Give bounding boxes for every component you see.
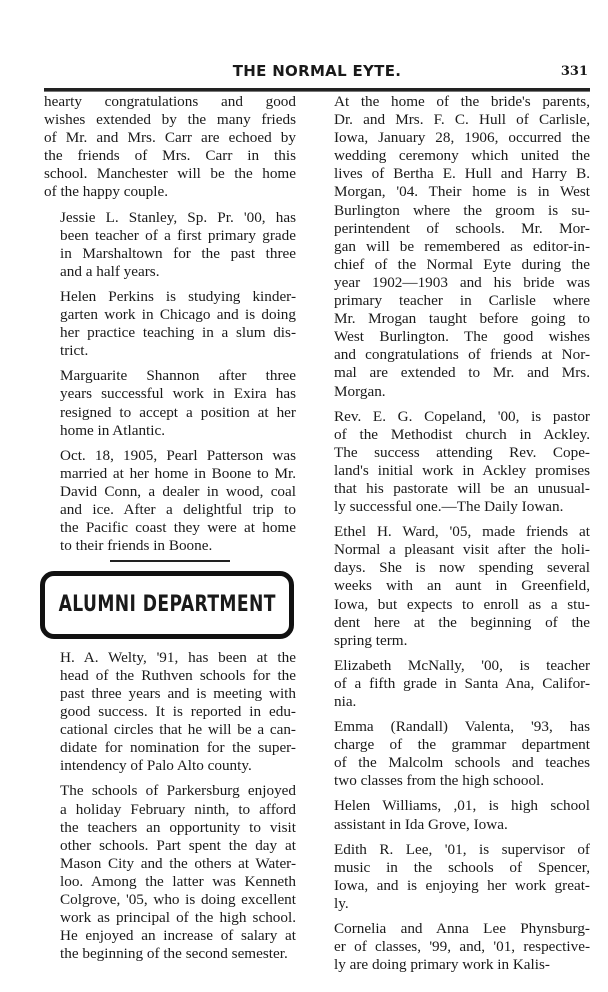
text-line: of the happy couple.	[44, 183, 168, 201]
text-line: perintendent of schools. Mr. Mor-	[334, 219, 590, 237]
paragraph	[44, 209, 296, 281]
text-line: Morgan, '04. Their home is in West	[334, 183, 590, 201]
text-line: Oct. 18, 1905, Pearl Patterson was	[60, 446, 296, 464]
text-line: home in Atlantic.	[60, 421, 166, 439]
text-line: past three years and is meeting with	[60, 684, 296, 702]
text-line: chief of the Normal Eyte during the	[334, 255, 590, 273]
text-line: of the Malcolm schools and teaches	[334, 754, 590, 772]
page-number: 331	[560, 64, 588, 79]
text-line: The success attending Rev. Cope-	[334, 443, 590, 461]
text-line: Elizabeth McNally, '00, is teacher	[334, 656, 590, 674]
text-line: Ethel H. Ward, '05, made friends at	[334, 523, 590, 541]
text-line: charge of the grammar department	[334, 736, 590, 754]
text-line: year 1902—1903 and his bride was	[334, 273, 590, 291]
text-line: the Pacific coast they were at home	[60, 519, 296, 537]
text-line: the beginning of the second semester.	[60, 945, 288, 963]
text-line: Mason City and the others at Water-	[60, 854, 296, 872]
text-line: that his pastorate will be an unusual-	[334, 479, 590, 497]
paragraph	[318, 718, 590, 790]
paragraph	[44, 447, 296, 556]
text-line: Helen Perkins is studying kinder-	[60, 287, 296, 305]
text-line: H. A. Welty, '91, has been at the	[60, 648, 296, 666]
text-line: intendency of Palo Alto county.	[60, 757, 252, 775]
text-line: trict.	[60, 342, 89, 360]
text-line: Mr. Mrogan taught before going to	[334, 310, 590, 328]
paragraph	[318, 93, 590, 401]
text-line: Rev. E. G. Copeland, '00, is pastor	[334, 407, 590, 425]
right-column-paragraphs	[318, 93, 590, 974]
text-line: of Mr. and Mrs. Carr are echoed by	[44, 129, 296, 147]
text-line: ly successful one.—The Daily Iowan.	[334, 498, 564, 516]
text-line: nia.	[334, 693, 357, 710]
text-line: Iowa, and is enjoying her work great-	[334, 876, 590, 894]
text-line: Helen Williams, ,01, is high school	[334, 797, 590, 815]
text-line: Edith R. Lee, '01, is supervisor of	[334, 840, 590, 858]
text-line: didate for nomination for the super-	[60, 739, 296, 757]
text-line: her practice teaching in a slum dis-	[60, 324, 296, 342]
text-line: mal are extended to Mr. and Mrs.	[334, 364, 590, 382]
text-line: David Conn, a dealer in wood, coal	[60, 482, 296, 500]
paragraph	[318, 797, 590, 833]
text-line: resigned to accept a position at her	[60, 403, 296, 421]
paragraph	[44, 649, 296, 776]
header-rule	[44, 88, 590, 92]
text-line: At the home of the bride's parents,	[334, 93, 590, 110]
text-line: years successful work in Exira has	[60, 385, 296, 403]
text-line: a holiday February ninth, to afford	[60, 800, 296, 818]
text-line: Cornelia and Anna Lee Phynsburg-	[334, 920, 590, 938]
text-line: of a fifth grade in Santa Ana, Califor-	[334, 674, 590, 692]
text-line: ly are doing primary work in Kalis-	[334, 956, 550, 974]
text-line: two classes from the high schoool.	[334, 772, 545, 790]
publication-title: THE NORMAL EYTE.	[232, 62, 402, 80]
left-column-paragraphs	[44, 93, 296, 555]
page-header	[44, 62, 590, 88]
text-line: in Marshaltown for the past three	[60, 244, 296, 262]
text-line: Morgan.	[334, 382, 386, 400]
section-divider	[110, 560, 230, 562]
text-line: and ice. After a delightful trip to	[60, 500, 296, 518]
section-heading-box	[40, 571, 294, 639]
text-line: hearty congratulations and good	[44, 93, 296, 110]
text-line: garten work in Chicago and is doing	[60, 306, 296, 324]
text-line: Burlington where the groom is su-	[334, 201, 590, 219]
text-line: land's initial work in Ackley promises	[334, 461, 590, 479]
text-line: work as principal of the high school.	[60, 909, 296, 927]
section-heading: ALUMNI DEPARTMENT	[58, 591, 276, 617]
text-line: assistant in Ida Grove, Iowa.	[334, 815, 508, 833]
text-line: cational circles that he will be a can-	[60, 721, 296, 739]
paragraph	[44, 93, 296, 202]
paragraph	[318, 841, 590, 913]
text-line: been teacher of a first primary grade	[60, 226, 296, 244]
text-line: Iowa, January 28, 1906, occurred the	[334, 129, 590, 147]
text-line: good success. It is reported in edu-	[60, 703, 296, 721]
text-line: Dr. and Mrs. F. C. Hull of Carlisle,	[334, 111, 590, 129]
text-line: gan will be remembered as editor-in-	[334, 237, 590, 255]
paragraph	[44, 288, 296, 360]
text-line: He enjoyed an increase of salary at	[60, 927, 296, 945]
text-line: Jessie L. Stanley, Sp. Pr. '00, has	[60, 208, 296, 226]
text-line: Iowa, but expects to enroll as a stu-	[334, 595, 590, 613]
right-column	[318, 93, 590, 981]
text-line: er of classes, '99, and, '01, respective-	[334, 938, 590, 956]
text-line: The schools of Parkersburg enjoyed	[60, 782, 296, 800]
text-line: the friends of Mrs. Carr in this	[44, 147, 296, 165]
text-line: and a half years.	[60, 262, 160, 280]
paragraph	[318, 657, 590, 711]
text-line: the teachers an opportunity to visit	[60, 818, 296, 836]
text-line: loo. Among the latter was Kenneth	[60, 872, 296, 890]
paragraph	[44, 367, 296, 439]
paragraph	[318, 523, 590, 650]
text-line: Emma (Randall) Valenta, '93, has	[334, 718, 590, 736]
text-line: music in the schools of Spencer,	[334, 858, 590, 876]
left-column	[44, 93, 296, 970]
text-line: Normal a pleasant visit after the holi-	[334, 541, 590, 559]
text-line: spring term.	[334, 631, 408, 649]
alumni-paragraphs	[44, 649, 296, 964]
text-line: West Burlington. The good wishes	[334, 328, 590, 346]
text-line: days. She is now spending several	[334, 559, 590, 577]
text-line: dent here at the beginning of the	[334, 613, 590, 631]
text-line: to their friends in Boone.	[60, 537, 213, 555]
text-line: lives of Bertha E. Hull and Harry B.	[334, 165, 590, 183]
text-line: Marguarite Shannon after three	[60, 367, 296, 385]
text-line: school. Manchester will be the home	[44, 165, 296, 183]
text-line: weeks with an aunt in Greenfield,	[334, 577, 590, 595]
text-line: and congratulations of friends at Nor-	[334, 346, 590, 364]
text-line: other schools. Part spent the day at	[60, 836, 296, 854]
text-line: head of the Ruthven schools for the	[60, 666, 296, 684]
paragraph	[318, 408, 590, 517]
paragraph	[44, 782, 296, 963]
text-line: married at her home in Boone to Mr.	[60, 464, 296, 482]
text-line: wedding ceremony which united the	[334, 147, 590, 165]
text-line: primary teacher in Carlisle where	[334, 292, 590, 310]
text-line: ly.	[334, 894, 349, 912]
text-line: wishes extended by the many frieds	[44, 111, 296, 129]
paragraph	[318, 920, 590, 974]
text-line: of the Methodist church in Ackley.	[334, 425, 590, 443]
text-line: Colgrove, '05, who is doing excellent	[60, 890, 296, 908]
